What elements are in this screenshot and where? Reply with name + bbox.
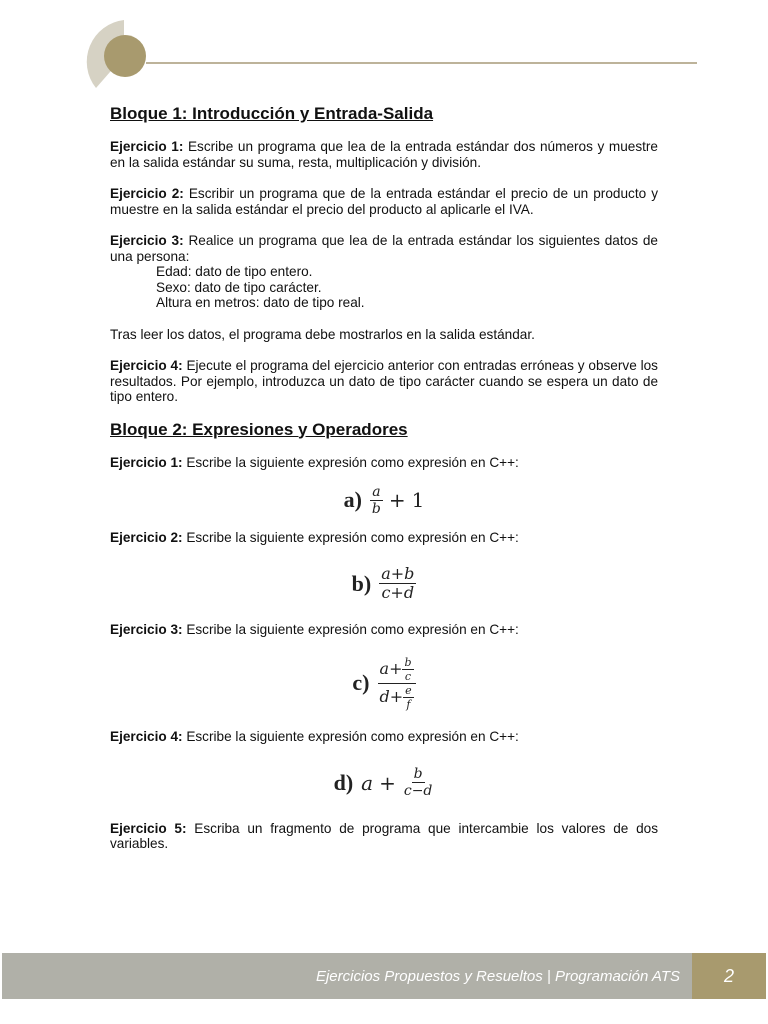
b2-exercise-4: Ejercicio 4: Escribe la siguiente expresión como expresión en C++: bbox=[110, 729, 519, 744]
b1-exercise-4: Ejercicio 4: Ejecute el programa del ejercicio anterior con entradas erróneas y observe los resultados. Por ejemplo, introduzca un dato de tipo carácter cuando se espera un dato de tipo entero. bbox=[110, 358, 658, 404]
b1-exercise-2: Ejercicio 2: Escribir un programa que de la entrada estándar el precio de un producto y muestre en la salida estándar el precio del producto al aplicarle el IVA. bbox=[110, 186, 658, 217]
page-content bbox=[110, 103, 658, 852]
b1-exercise-1: Ejercicio 1: Escribe un programa que lea de la entrada estándar dos números y muestre en la salida estándar su suma, resta, multiplicación y división. bbox=[110, 139, 658, 170]
footer-title: Ejercicios Propuestos y Resueltos | Programación ATS bbox=[2, 953, 692, 999]
b2-exercise-3: Ejercicio 3: Escribe la siguiente expresión como expresión en C++: bbox=[110, 621, 519, 637]
header-circle bbox=[104, 35, 146, 77]
page-number: 2 bbox=[692, 953, 766, 999]
b1-e3-item: Altura en metros: dato de tipo real. bbox=[156, 295, 365, 310]
block1-title: Bloque 1: Introducción y Entrada-Salida bbox=[110, 104, 434, 123]
b1-e3-item: Sexo: dato de tipo carácter. bbox=[156, 279, 322, 295]
page-footer bbox=[2, 953, 766, 999]
formula-a: a) $\frac{a}{b}$ + 1 bbox=[343, 483, 425, 517]
formula-c: c) a+ $\frac{b}{c}$ d+ $\frac{e}{f}$ bbox=[110, 637, 658, 729]
b2-exercise-2: Ejercicio 2: Escribe la siguiente expresión como expresión en C++: bbox=[110, 530, 519, 545]
b1-e3-item: Edad: dato de tipo entero. bbox=[156, 264, 313, 279]
formula-d: d) a + $\frac{b}{c-d}$ bbox=[333, 766, 433, 799]
header-decoration bbox=[0, 0, 768, 100]
b1-e3-after: Tras leer los datos, el programa debe mostrarlos en la salida estándar. bbox=[110, 326, 535, 342]
formula-b: b) $\frac{a+b}{c+d}$ bbox=[351, 564, 415, 602]
b2-exercise-1: Ejercicio 1: Escribe la siguiente expresión como expresión en C++: bbox=[110, 454, 519, 470]
block2-title: Bloque 2: Expresiones y Operadores bbox=[110, 419, 408, 439]
b2-exercise-5: Ejercicio 5: Escriba un fragmento de programa que intercambie los valores de dos variables. bbox=[110, 820, 658, 851]
b1-exercise-3: Ejercicio 3: Realice un programa que lea de la entrada estándar los siguientes datos de una persona: bbox=[110, 233, 658, 264]
